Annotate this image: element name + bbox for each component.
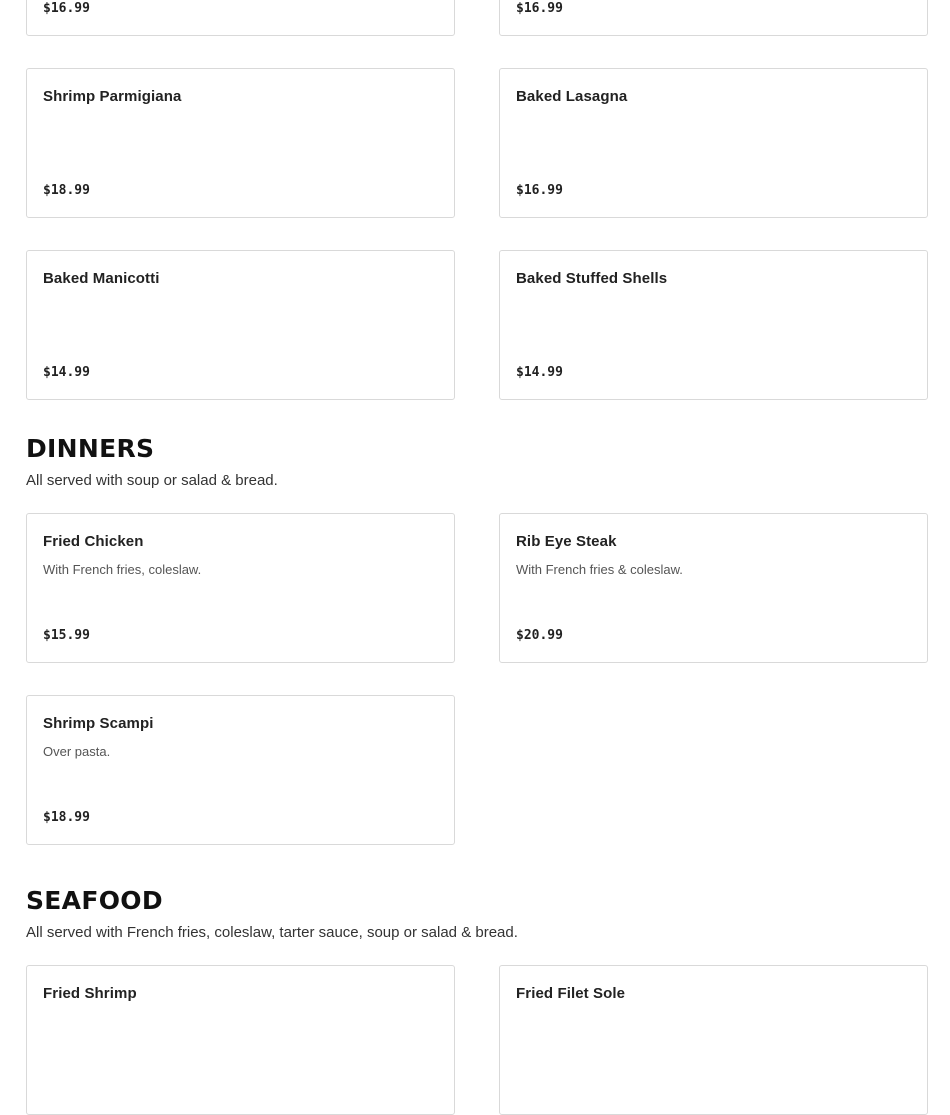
section-title: SEAFOOD: [26, 886, 163, 915]
menu-item-card[interactable]: [26, 513, 455, 663]
pasta-items-grid: [26, 0, 928, 400]
menu-item-card[interactable]: [499, 250, 928, 400]
menu-item-name: Baked Manicotti: [43, 270, 160, 287]
menu-item-price: $16.99: [43, 1, 90, 16]
menu-item-name: Fried Filet Sole: [516, 985, 626, 1002]
menu-item-price: $18.99: [43, 183, 90, 198]
menu-item-card[interactable]: [26, 965, 455, 1115]
menu-item-price: $14.99: [43, 365, 90, 380]
menu-item-name: Baked Stuffed Shells: [516, 270, 668, 287]
menu-item-name: Baked Lasagna: [516, 88, 628, 105]
seafood-items-grid: [26, 965, 928, 1115]
menu-item-description: Over pasta.: [43, 744, 111, 759]
menu-item-card[interactable]: [499, 68, 928, 218]
dinners-section: [26, 434, 928, 845]
section-title: DINNERS: [26, 434, 155, 463]
menu-item-price: $16.99: [516, 183, 563, 198]
menu-item-card[interactable]: [499, 965, 928, 1115]
menu-item-card[interactable]: [499, 513, 928, 663]
dinners-items-grid: [26, 513, 928, 845]
section-subtitle: All served with soup or salad & bread.: [26, 472, 278, 489]
menu-item-price: $18.99: [43, 810, 90, 825]
menu-item-price: $20.99: [516, 628, 563, 643]
menu-item-card[interactable]: [26, 250, 455, 400]
menu-item-name: Shrimp Scampi: [43, 715, 154, 732]
menu-item-card[interactable]: [26, 0, 455, 36]
menu-item-name: Fried Shrimp: [43, 985, 137, 1002]
menu-item-name: Fried Chicken: [43, 533, 144, 550]
menu-item-name: Rib Eye Steak: [516, 533, 617, 550]
menu-item-name: Shrimp Parmigiana: [43, 88, 182, 105]
menu-item-card[interactable]: [499, 0, 928, 36]
menu-item-price: $14.99: [516, 365, 563, 380]
menu-item-price: $16.99: [516, 1, 563, 16]
menu-item-description: With French fries, coleslaw.: [43, 562, 202, 577]
menu-item-description: With French fries & coleslaw.: [516, 562, 683, 577]
seafood-section: [26, 886, 928, 1115]
menu-item-price: $15.99: [43, 628, 90, 643]
section-subtitle: All served with French fries, coleslaw, tarter sauce, soup or salad & bread.: [26, 924, 518, 941]
menu-item-card[interactable]: [26, 68, 455, 218]
menu-item-card[interactable]: [26, 695, 455, 845]
